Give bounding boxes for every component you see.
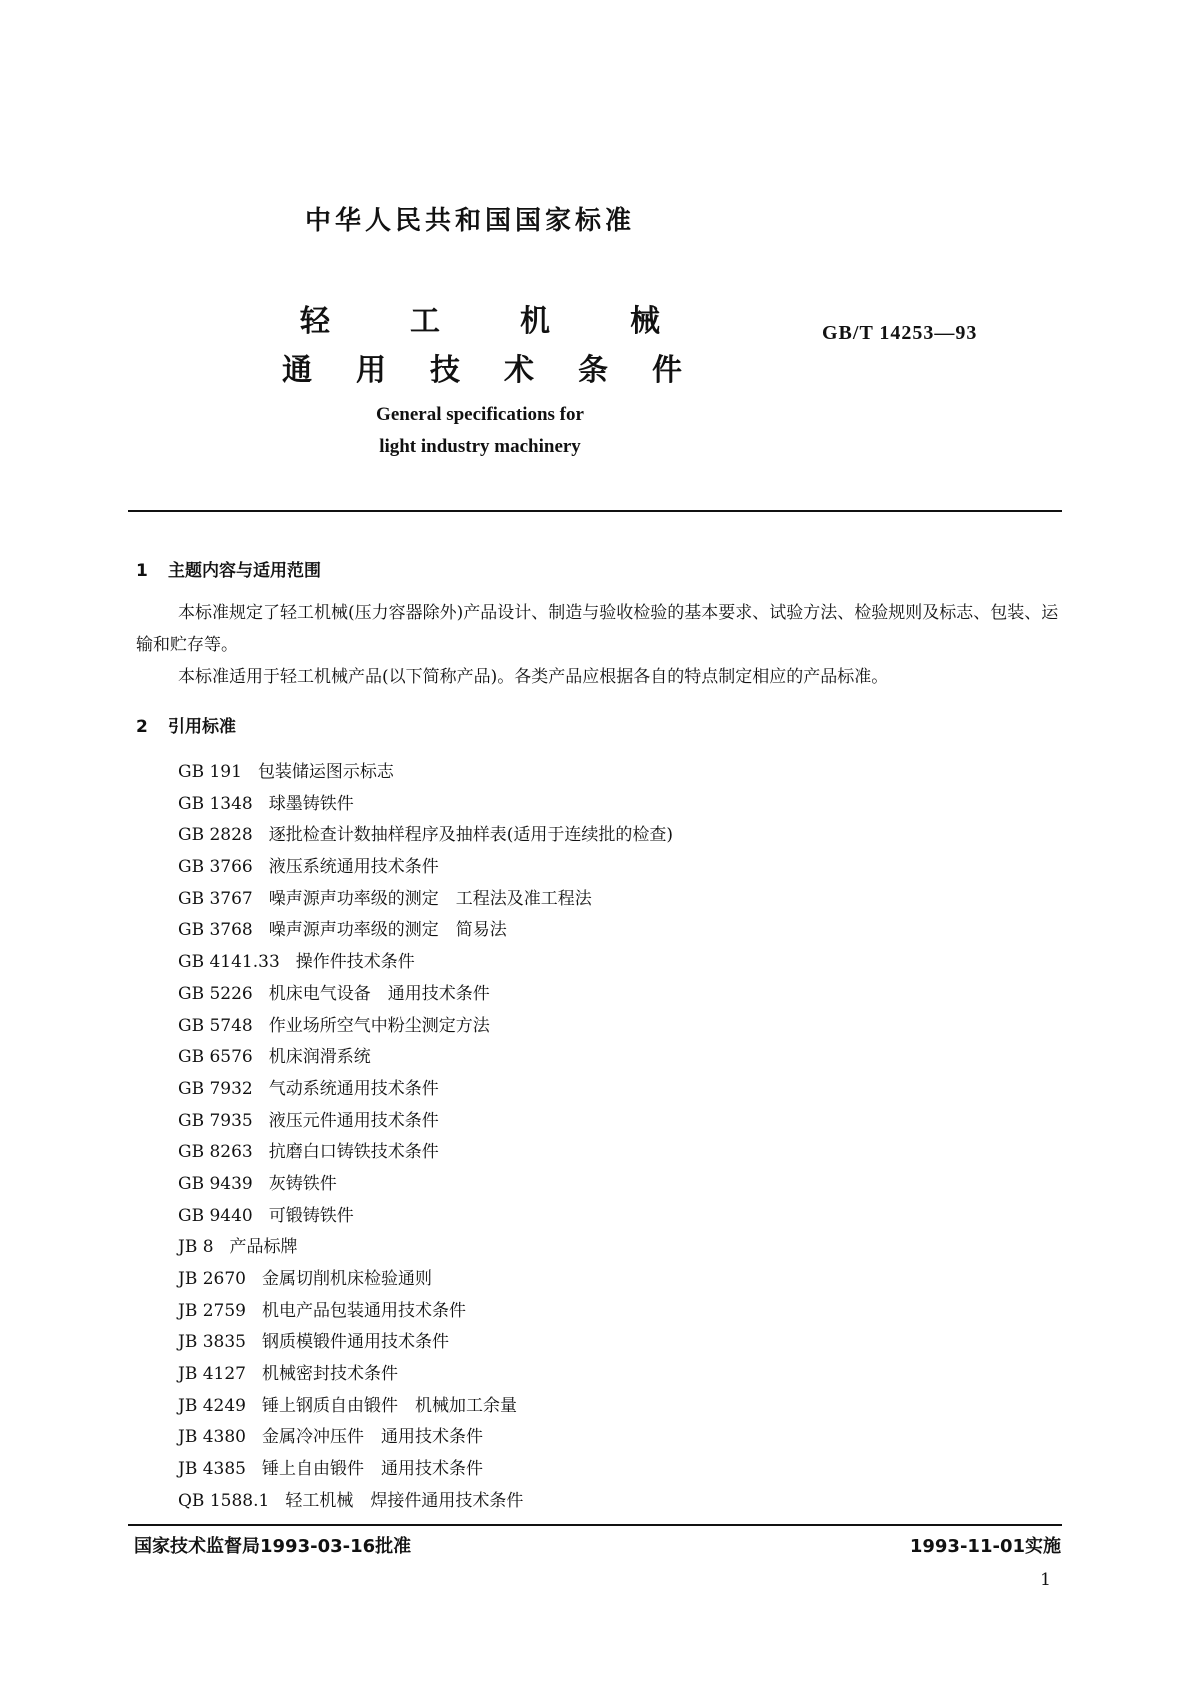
reference-item xyxy=(178,852,673,884)
title-char: 件 xyxy=(652,353,682,388)
reference-item xyxy=(178,1296,673,1328)
reference-item xyxy=(178,820,673,852)
english-title-line-1: General specifications for xyxy=(376,404,584,425)
reference-code: GB 8263 xyxy=(178,1142,253,1163)
reference-item xyxy=(178,1042,673,1074)
section-title: 主题内容与适用范围 xyxy=(168,561,321,581)
reference-code: GB 7935 xyxy=(178,1110,253,1131)
title-char: 械 xyxy=(630,304,660,339)
reference-item xyxy=(178,789,673,821)
reference-title: 金属冷冲压件 通用技术条件 xyxy=(261,1427,483,1448)
reference-code: GB 9439 xyxy=(178,1173,253,1194)
reference-code: JB 8 xyxy=(178,1237,214,1258)
reference-item xyxy=(178,1486,673,1518)
reference-list xyxy=(178,757,673,1518)
reference-item xyxy=(178,884,673,916)
reference-title: 包装储运图示标志 xyxy=(257,762,394,782)
reference-code: GB 9440 xyxy=(178,1205,253,1226)
title-char: 工 xyxy=(410,304,440,339)
reference-title: 逐批检查计数抽样程序及抽样表(适用于连续批的检查) xyxy=(268,825,674,846)
approval-date: 国家技术监督局1993-03-16批准 xyxy=(134,1536,412,1557)
reference-code: GB 5226 xyxy=(178,983,253,1004)
reference-code: GB 2828 xyxy=(178,825,253,846)
reference-code: GB 7932 xyxy=(178,1078,253,1099)
title-char: 术 xyxy=(504,353,534,388)
reference-item xyxy=(178,1074,673,1106)
reference-title: 球墨铸铁件 xyxy=(268,793,354,814)
reference-title: 噪声源声功率级的测定 简易法 xyxy=(268,920,507,941)
reference-item xyxy=(178,1106,673,1138)
title-char: 条 xyxy=(578,353,608,388)
reference-item xyxy=(178,915,673,947)
reference-title: 作业场所空气中粉尘测定方法 xyxy=(268,1015,490,1036)
reference-title: 产品标牌 xyxy=(229,1237,298,1258)
title-char: 通 xyxy=(282,353,312,388)
title-char: 机 xyxy=(520,304,550,339)
section-1-heading xyxy=(136,556,321,581)
reference-code: JB 4380 xyxy=(178,1427,246,1448)
footer-divider xyxy=(128,1524,1062,1526)
reference-title: 灰铸铁件 xyxy=(268,1173,337,1194)
reference-item xyxy=(178,1391,673,1423)
reference-item xyxy=(178,1454,673,1486)
reference-title: 锤上自由锻件 通用技术条件 xyxy=(261,1459,483,1480)
reference-title: 金属切削机床检验通则 xyxy=(261,1269,432,1289)
reference-item xyxy=(178,1169,673,1201)
reference-title: 气动系统通用技术条件 xyxy=(268,1078,439,1099)
reference-item xyxy=(178,1201,673,1233)
reference-title: 钢质模锻件通用技术条件 xyxy=(261,1332,449,1353)
reference-code: JB 4249 xyxy=(178,1395,246,1416)
reference-title: 机电产品包装通用技术条件 xyxy=(261,1300,466,1321)
reference-title: 锤上钢质自由锻件 机械加工余量 xyxy=(261,1395,517,1416)
reference-item xyxy=(178,757,673,789)
reference-code: GB 3768 xyxy=(178,920,253,941)
reference-title: 轻工机械 焊接件通用技术条件 xyxy=(285,1490,524,1511)
standard-number: GB/T 14253—93 xyxy=(822,322,978,344)
reference-title: 机床电气设备 通用技术条件 xyxy=(268,983,490,1004)
scope-paragraph-1: 本标准规定了轻工机械(压力容器除外)产品设计、制造与验收检验的基本要求、试验方法、检验规则及标志、包装、运输和贮存等。 xyxy=(136,603,1059,655)
title-char: 轻 xyxy=(300,304,330,339)
reference-code: GB 5748 xyxy=(178,1015,253,1036)
scope-paragraph-2: 本标准适用于轻工机械产品(以下简称产品)。各类产品应根据各自的特点制定相应的产品标准。 xyxy=(178,667,889,687)
reference-title: 机床润滑系统 xyxy=(268,1047,371,1068)
reference-code: GB 4141.33 xyxy=(178,952,280,973)
reference-item xyxy=(178,1137,673,1169)
english-title-line-2: light industry machinery xyxy=(379,436,581,457)
reference-code: JB 2759 xyxy=(178,1300,246,1321)
section-number: 2 xyxy=(136,717,148,737)
reference-title: 可锻铸铁件 xyxy=(268,1205,354,1226)
reference-code: GB 191 xyxy=(178,762,242,782)
reference-item xyxy=(178,1422,673,1454)
reference-title: 操作件技术条件 xyxy=(295,952,415,973)
reference-title: 机械密封技术条件 xyxy=(261,1364,398,1385)
reference-code: GB 3766 xyxy=(178,857,253,878)
reference-title: 液压系统通用技术条件 xyxy=(268,857,439,878)
reference-title: 噪声源声功率级的测定 工程法及准工程法 xyxy=(268,888,592,909)
reference-code: JB 4127 xyxy=(178,1364,246,1385)
reference-code: JB 3835 xyxy=(178,1332,246,1353)
title-line-1 xyxy=(300,296,660,340)
reference-item xyxy=(178,1011,673,1043)
national-standard-title: 中华人民共和国国家标准 xyxy=(304,206,635,236)
section-2-heading xyxy=(136,712,236,737)
reference-code: GB 6576 xyxy=(178,1047,253,1068)
title-line-2 xyxy=(282,345,682,389)
effective-date: 1993-11-01实施 xyxy=(909,1536,1061,1557)
reference-item xyxy=(178,947,673,979)
section-title: 引用标准 xyxy=(168,717,236,737)
reference-item xyxy=(178,1359,673,1391)
reference-item xyxy=(178,1327,673,1359)
reference-title: 液压元件通用技术条件 xyxy=(268,1110,439,1131)
page-number: 1 xyxy=(1040,1570,1051,1590)
reference-item xyxy=(178,979,673,1011)
reference-code: GB 1348 xyxy=(178,793,253,814)
title-char: 技 xyxy=(430,353,460,388)
reference-code: GB 3767 xyxy=(178,888,253,909)
reference-title: 抗磨白口铸铁技术条件 xyxy=(268,1142,439,1163)
reference-code: QB 1588.1 xyxy=(178,1490,270,1511)
header-divider xyxy=(128,510,1062,512)
reference-code: JB 2670 xyxy=(178,1269,246,1289)
reference-code: JB 4385 xyxy=(178,1459,246,1480)
section-number: 1 xyxy=(136,561,148,581)
title-char: 用 xyxy=(356,353,386,388)
reference-item xyxy=(178,1232,673,1264)
reference-item xyxy=(178,1264,673,1296)
